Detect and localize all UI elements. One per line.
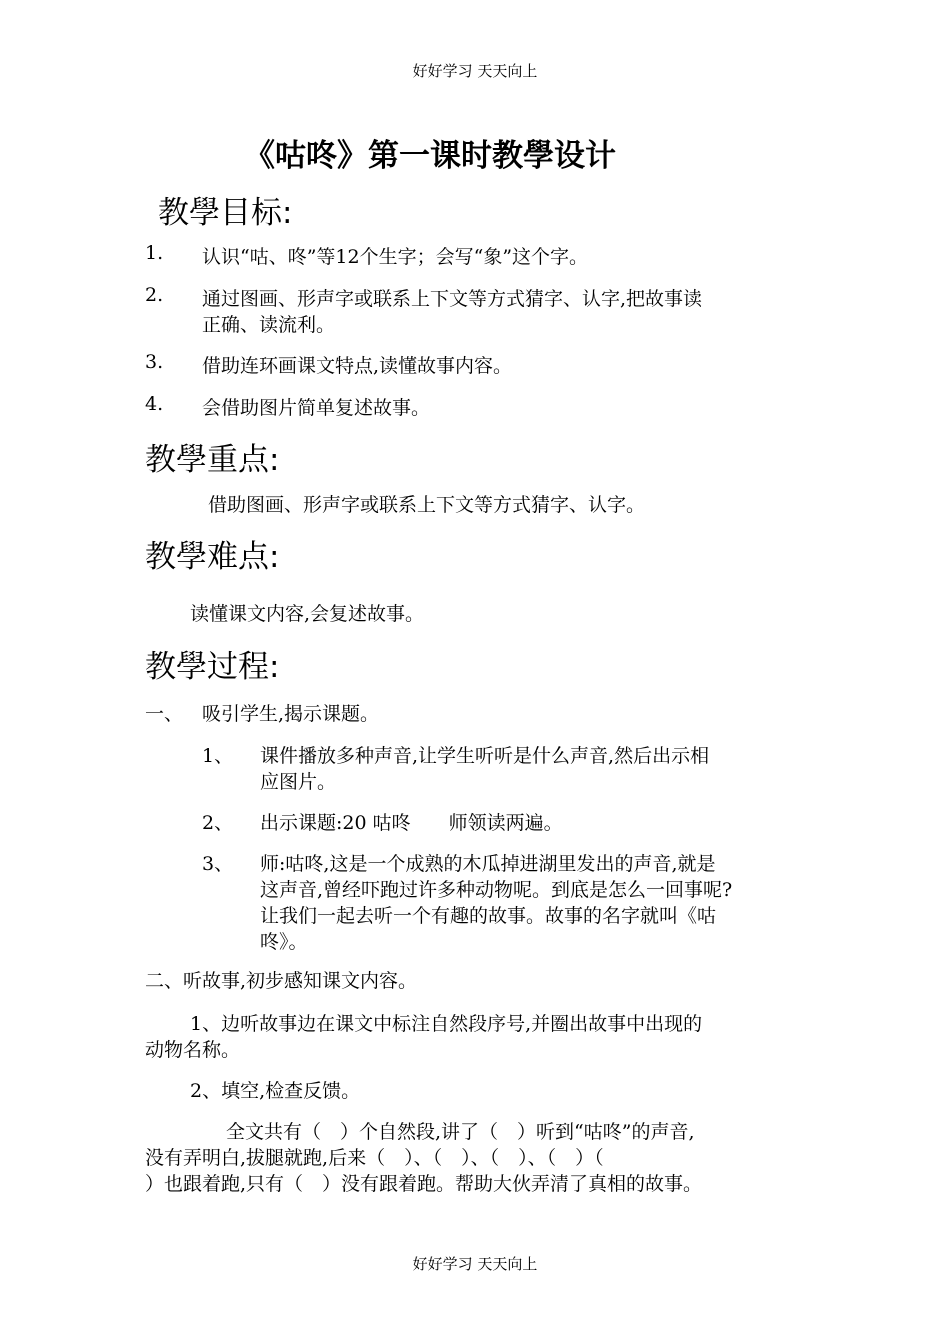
step1-sub3-line4: 咚》。	[260, 931, 308, 953]
objective-3-num: 3.	[145, 351, 164, 373]
difficulties-heading: 教學难点:	[145, 539, 280, 575]
step1-sub3-line1: 师:咕咚,这是一个成熟的木瓜掉进湖里发出的声音,就是	[260, 853, 716, 875]
step1-sub2-num: 2、	[202, 812, 234, 834]
step1-sub3-line3: 让我们一起去听一个有趣的故事。故事的名字就叫《咕	[260, 905, 717, 927]
key-points-text: 借助图画、形声字或联系上下文等方式猜字、认字。	[208, 494, 646, 516]
step1-sub1-line1: 课件播放多种声音,让学生听听是什么声音,然后出示相	[260, 745, 710, 767]
objective-3-text: 借助连环画课文特点,读懂故事内容。	[202, 355, 513, 377]
step1-sub1-num: 1、	[202, 745, 234, 767]
page-header: 好好学习 天天向上	[412, 62, 538, 80]
objective-1-text: 认识“咕、咚”等12个生字；会写“象”这个字。	[202, 246, 589, 268]
process-heading: 教學过程:	[145, 649, 280, 685]
document-title: 《咕咚》第一课时教學设计	[244, 138, 616, 174]
step1-sub1-line2: 应图片。	[260, 771, 337, 793]
key-points-heading: 教學重点:	[145, 442, 280, 478]
objective-4-text: 会借助图片简单复述故事。	[202, 397, 431, 419]
objective-2-line1: 通过图画、形声字或联系上下文等方式猜字、认字,把故事读	[202, 288, 703, 310]
fill-in-line3: ）也跟着跑,只有（ ）没有跟着跑。帮助大伙弄清了真相的故事。	[145, 1173, 703, 1195]
step1-sub2-text: 出示课题:20 咕咚 师领读两遍。	[260, 812, 563, 834]
step1-num: 一、	[145, 703, 184, 725]
step2-sub2: 2、填空,检查反馈。	[190, 1080, 361, 1102]
fill-in-line2: 没有弄明白,拔腿就跑,后来（ ）、（ ）、（ ）、（ ）（	[145, 1147, 604, 1169]
page-footer: 好好学习 天天向上	[412, 1255, 538, 1273]
step2-sub1-line1: 1、边听故事边在课文中标注自然段序号,并圈出故事中出现的	[190, 1013, 703, 1035]
fill-in-line1: 全文共有（ ）个自然段,讲了（ ）听到“咕咚”的声音,	[226, 1121, 695, 1143]
objective-2-num: 2.	[145, 284, 164, 306]
step1-sub3-line2: 这声音,曾经吓跑过许多种动物呢。到底是怎么一回事呢?	[260, 879, 733, 901]
objective-4-num: 4.	[145, 393, 164, 415]
step2-sub1-line2: 动物名称。	[145, 1039, 241, 1061]
difficulties-text: 读懂课文内容,会复述故事。	[190, 603, 425, 625]
objectives-heading: 教學目标:	[158, 195, 293, 231]
step1-sub3-num: 3、	[202, 853, 234, 875]
step2-text: 二、听故事,初步感知课文内容。	[145, 970, 418, 992]
objective-2-line2: 正确、读流利。	[202, 314, 336, 336]
objective-1-num: 1.	[145, 242, 164, 264]
step1-text: 吸引学生,揭示课题。	[202, 703, 380, 725]
